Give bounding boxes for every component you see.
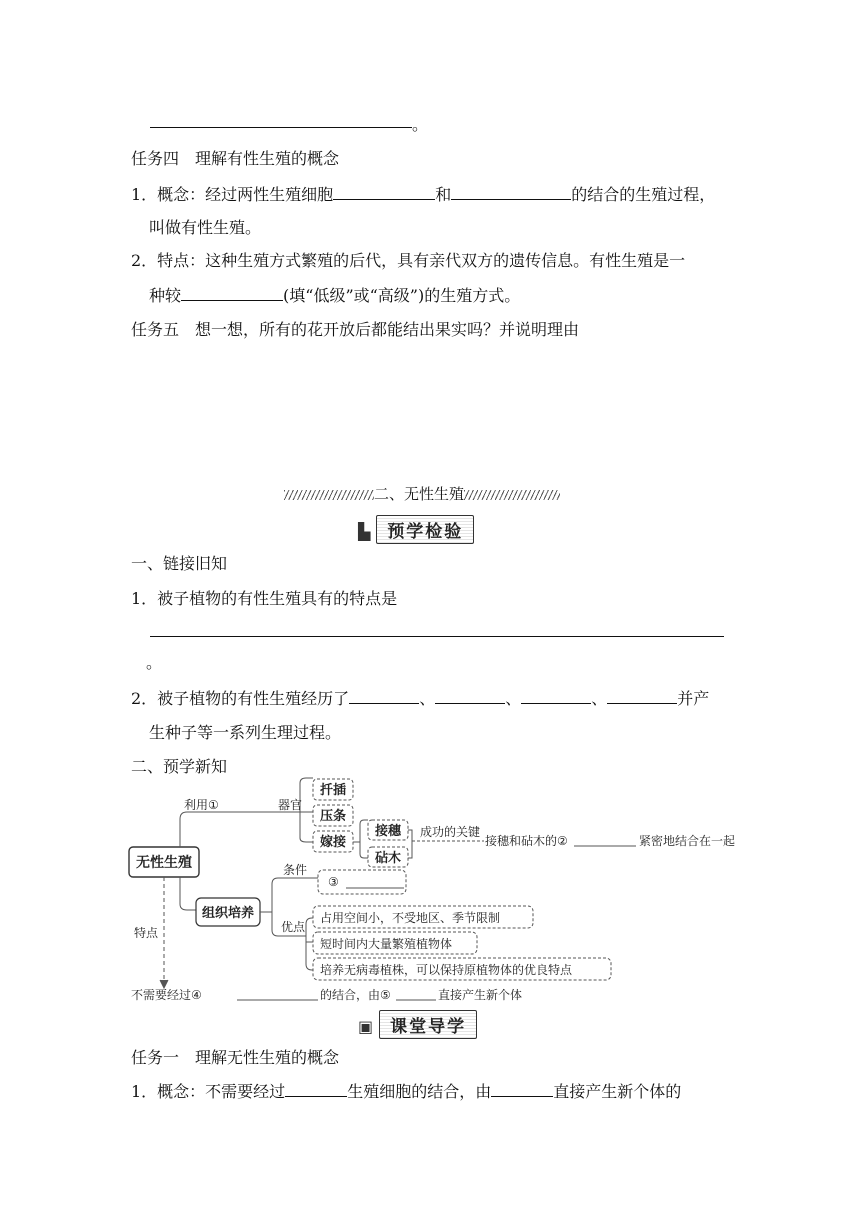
link-old-heading: 一、链接旧知 (131, 554, 228, 573)
advantage-label: 优点 (281, 920, 306, 934)
layering-label: 压条 (319, 809, 347, 824)
grafting-label: 嫁接 (319, 835, 347, 850)
blank-5[interactable] (435, 689, 505, 704)
blank-9[interactable] (491, 1082, 553, 1097)
bottom-c: 直接产生新个体 (438, 988, 523, 1002)
book-icon: ▣ (358, 1017, 376, 1036)
blank-3[interactable] (181, 286, 283, 301)
stripe-right (464, 490, 560, 500)
use-label-a: 利用① (184, 798, 219, 812)
class-badge-text: 课堂导学 (379, 1010, 477, 1039)
task5-title: 任务五 想一想，所有的花开放后都能结出果实吗？并说明理由 (131, 320, 580, 339)
feature-label: 特点 (134, 926, 159, 940)
root-label: 无性生殖 (136, 855, 192, 871)
q2-text-a: 2．被子植物的有性生殖经历了 (131, 689, 350, 708)
bottom-b: 的结合，由⑤ (320, 988, 391, 1002)
use-label-b: 器官 (278, 798, 303, 812)
class-badge (358, 1010, 477, 1039)
stripe-left (284, 490, 374, 500)
link-old-q1: 1．被子植物的有性生殖具有的特点是 (131, 589, 398, 608)
period: 。 (146, 653, 163, 672)
link-old-q2 (131, 686, 709, 709)
stock-label: 砧木 (374, 851, 402, 866)
adv1-label: 占用空间小，不受地区、季节限制 (320, 911, 501, 925)
task4-item1 (131, 182, 715, 205)
key-text-b: 紧密地结合在一起 (639, 834, 736, 848)
preview-badge (358, 515, 474, 544)
blank-2[interactable] (451, 185, 571, 200)
task4-item1-text-b: 和 (435, 185, 452, 204)
blank-1[interactable] (333, 185, 435, 200)
books-icon: ▙ (358, 522, 373, 541)
task4-item2-text-b: 种较 (149, 286, 182, 305)
blank-4[interactable] (349, 689, 419, 704)
cutting-label: 扦插 (319, 783, 347, 798)
key-text-a: 接穗和砧木的② (485, 834, 568, 848)
blank-8[interactable] (285, 1082, 347, 1097)
blank-7[interactable] (607, 689, 677, 704)
task1-item1-text-a: 1．概念：不需要经过 (131, 1082, 286, 1101)
answer-line[interactable] (150, 127, 412, 128)
answer-line[interactable] (150, 636, 724, 637)
key-label: 成功的关键 (420, 825, 481, 839)
condition-label: 条件 (283, 863, 308, 877)
task4-item1-text-a: 1．概念：经过两性生殖细胞 (131, 185, 334, 204)
preview-badge-text: 预学检验 (376, 515, 474, 544)
task4-item1-text-c: 的结合的生殖过程， (571, 185, 716, 204)
sep: 、 (419, 689, 436, 708)
condition-3-label: ③ (328, 875, 339, 889)
scion-label: 接穗 (374, 824, 402, 839)
task1-item1-text-b: 生殖细胞的结合，由 (347, 1082, 492, 1101)
link-old-q2-cont: 生种子等一系列生理过程。 (149, 723, 342, 742)
task1-item1-text-c: 直接产生新个体的 (553, 1082, 682, 1101)
task1-title: 任务一 理解无性生殖的概念 (131, 1048, 340, 1067)
tissue-label: 组织培养 (201, 906, 255, 921)
task4-item2: 2．特点：这种生殖方式繁殖的后代，具有亲代双方的遗传信息。有性生殖是一 (131, 251, 686, 270)
task4-item1-cont: 叫做有性生殖。 (149, 218, 262, 237)
period: 。 (412, 115, 429, 134)
task4-title: 任务四 理解有性生殖的概念 (131, 149, 340, 168)
q2-text-b: 并产 (677, 689, 710, 708)
task4-item2-text-c: (填“低级”或“高级”)的生殖方式。 (283, 286, 521, 305)
task4-item2-cont (149, 283, 520, 306)
section2-title: 二、无性生殖 (374, 485, 465, 503)
task1-item1 (131, 1079, 681, 1102)
bottom-a: 不需要经过④ (131, 988, 202, 1002)
sep: 、 (591, 689, 608, 708)
adv2-label: 短时间内大量繁殖植物体 (320, 937, 453, 951)
blank-6[interactable] (521, 689, 591, 704)
adv3-label: 培养无病毒植株，可以保持原植物体的优良特点 (320, 963, 573, 977)
preview-new-heading: 二、预学新知 (131, 757, 228, 776)
section2-header (284, 483, 560, 504)
concept-map (0, 774, 860, 1014)
sep: 、 (505, 689, 522, 708)
